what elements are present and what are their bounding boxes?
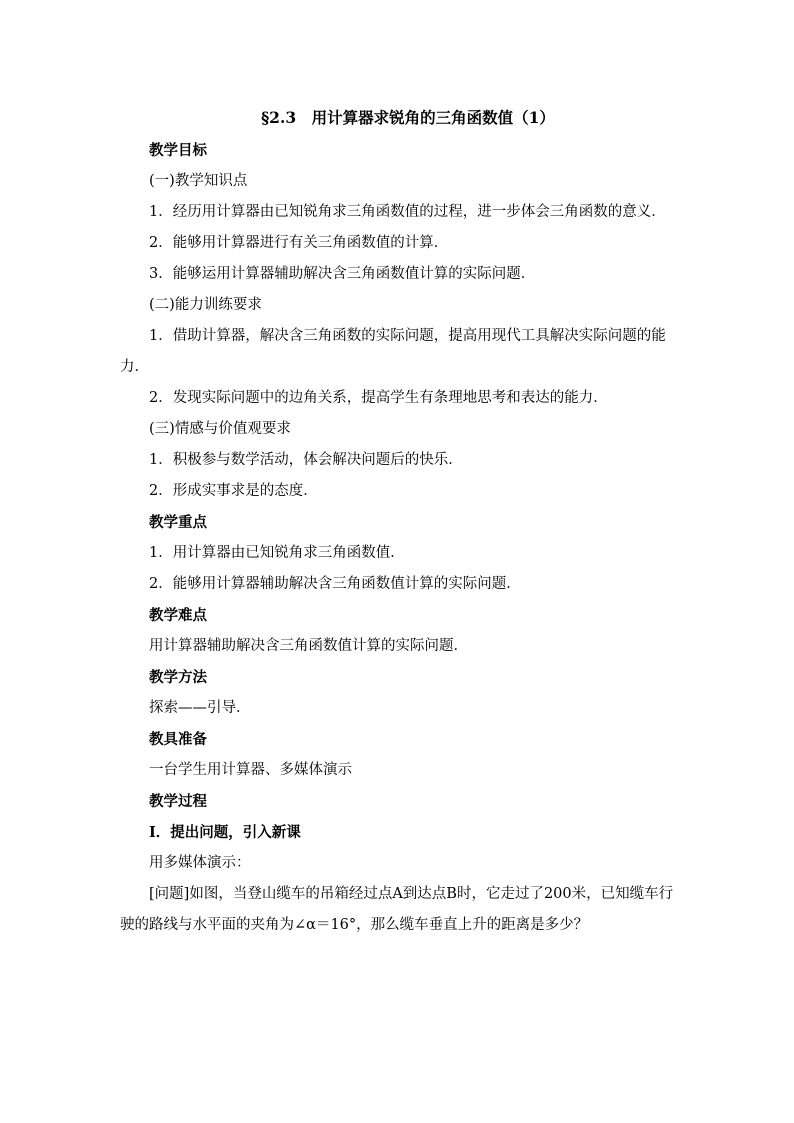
- subheading-knowledge: (一)教学知识点: [149, 173, 248, 189]
- key-point-item-2: 2．能够用计算器辅助解决含三角函数值计算的实际问题．: [149, 576, 521, 592]
- heading-objectives: 教学目标: [149, 142, 207, 159]
- document-body: [120, 103, 676, 941]
- process-step-1-title: Ⅰ．提出问题，引入新课: [149, 824, 301, 841]
- tools-text: 一台学生用计算器、多媒体演示: [149, 762, 352, 778]
- key-point-item-1: 1．用计算器由已知锐角求三角函数值．: [149, 545, 405, 561]
- emotion-item-2: 2．形成实事求是的态度．: [149, 483, 318, 499]
- problem-text: [问题]如图，当登山缆车的吊箱经过点A到达点B时，它走过了200米，已知缆车行驶的路线与水平面的夹角为∠α＝16°，那么缆车垂直上升的距离是多少？: [120, 886, 674, 933]
- ability-item-1: 1．借助计算器，解决含三角函数的实际问题，提高用现代工具解决实际问题的能力．: [120, 328, 666, 375]
- knowledge-item-2: 2．能够用计算器进行有关三角函数值的计算．: [149, 235, 449, 251]
- emotion-item-1: 1．积极参与数学活动，体会解决问题后的快乐．: [149, 452, 463, 468]
- knowledge-item-1: 1．经历用计算器由已知锐角求三角函数值的过程，进一步体会三角函数的意义．: [149, 204, 666, 220]
- heading-key-points: 教学重点: [149, 514, 207, 531]
- method-text: 探索——引导．: [149, 700, 251, 716]
- heading-process: 教学过程: [149, 793, 207, 810]
- ability-item-2: 2．发现实际问题中的边角关系，提高学生有条理地思考和表达的能力．: [149, 390, 608, 406]
- heading-tools: 教具准备: [149, 731, 207, 748]
- knowledge-item-3: 3．能够运用计算器辅助解决含三角函数值计算的实际问题．: [149, 266, 536, 282]
- difficulty-text: 用计算器辅助解决含三角函数值计算的实际问题．: [149, 638, 468, 654]
- subheading-ability: (二)能力训练要求: [149, 297, 262, 313]
- heading-method: 教学方法: [149, 669, 207, 686]
- process-step-1-intro: 用多媒体演示：: [149, 855, 251, 871]
- subheading-emotion: (三)情感与价值观要求: [149, 421, 291, 437]
- heading-difficulty: 教学难点: [149, 607, 207, 624]
- page-title: §2.3 用计算器求锐角的三角函数值（1）: [261, 108, 555, 127]
